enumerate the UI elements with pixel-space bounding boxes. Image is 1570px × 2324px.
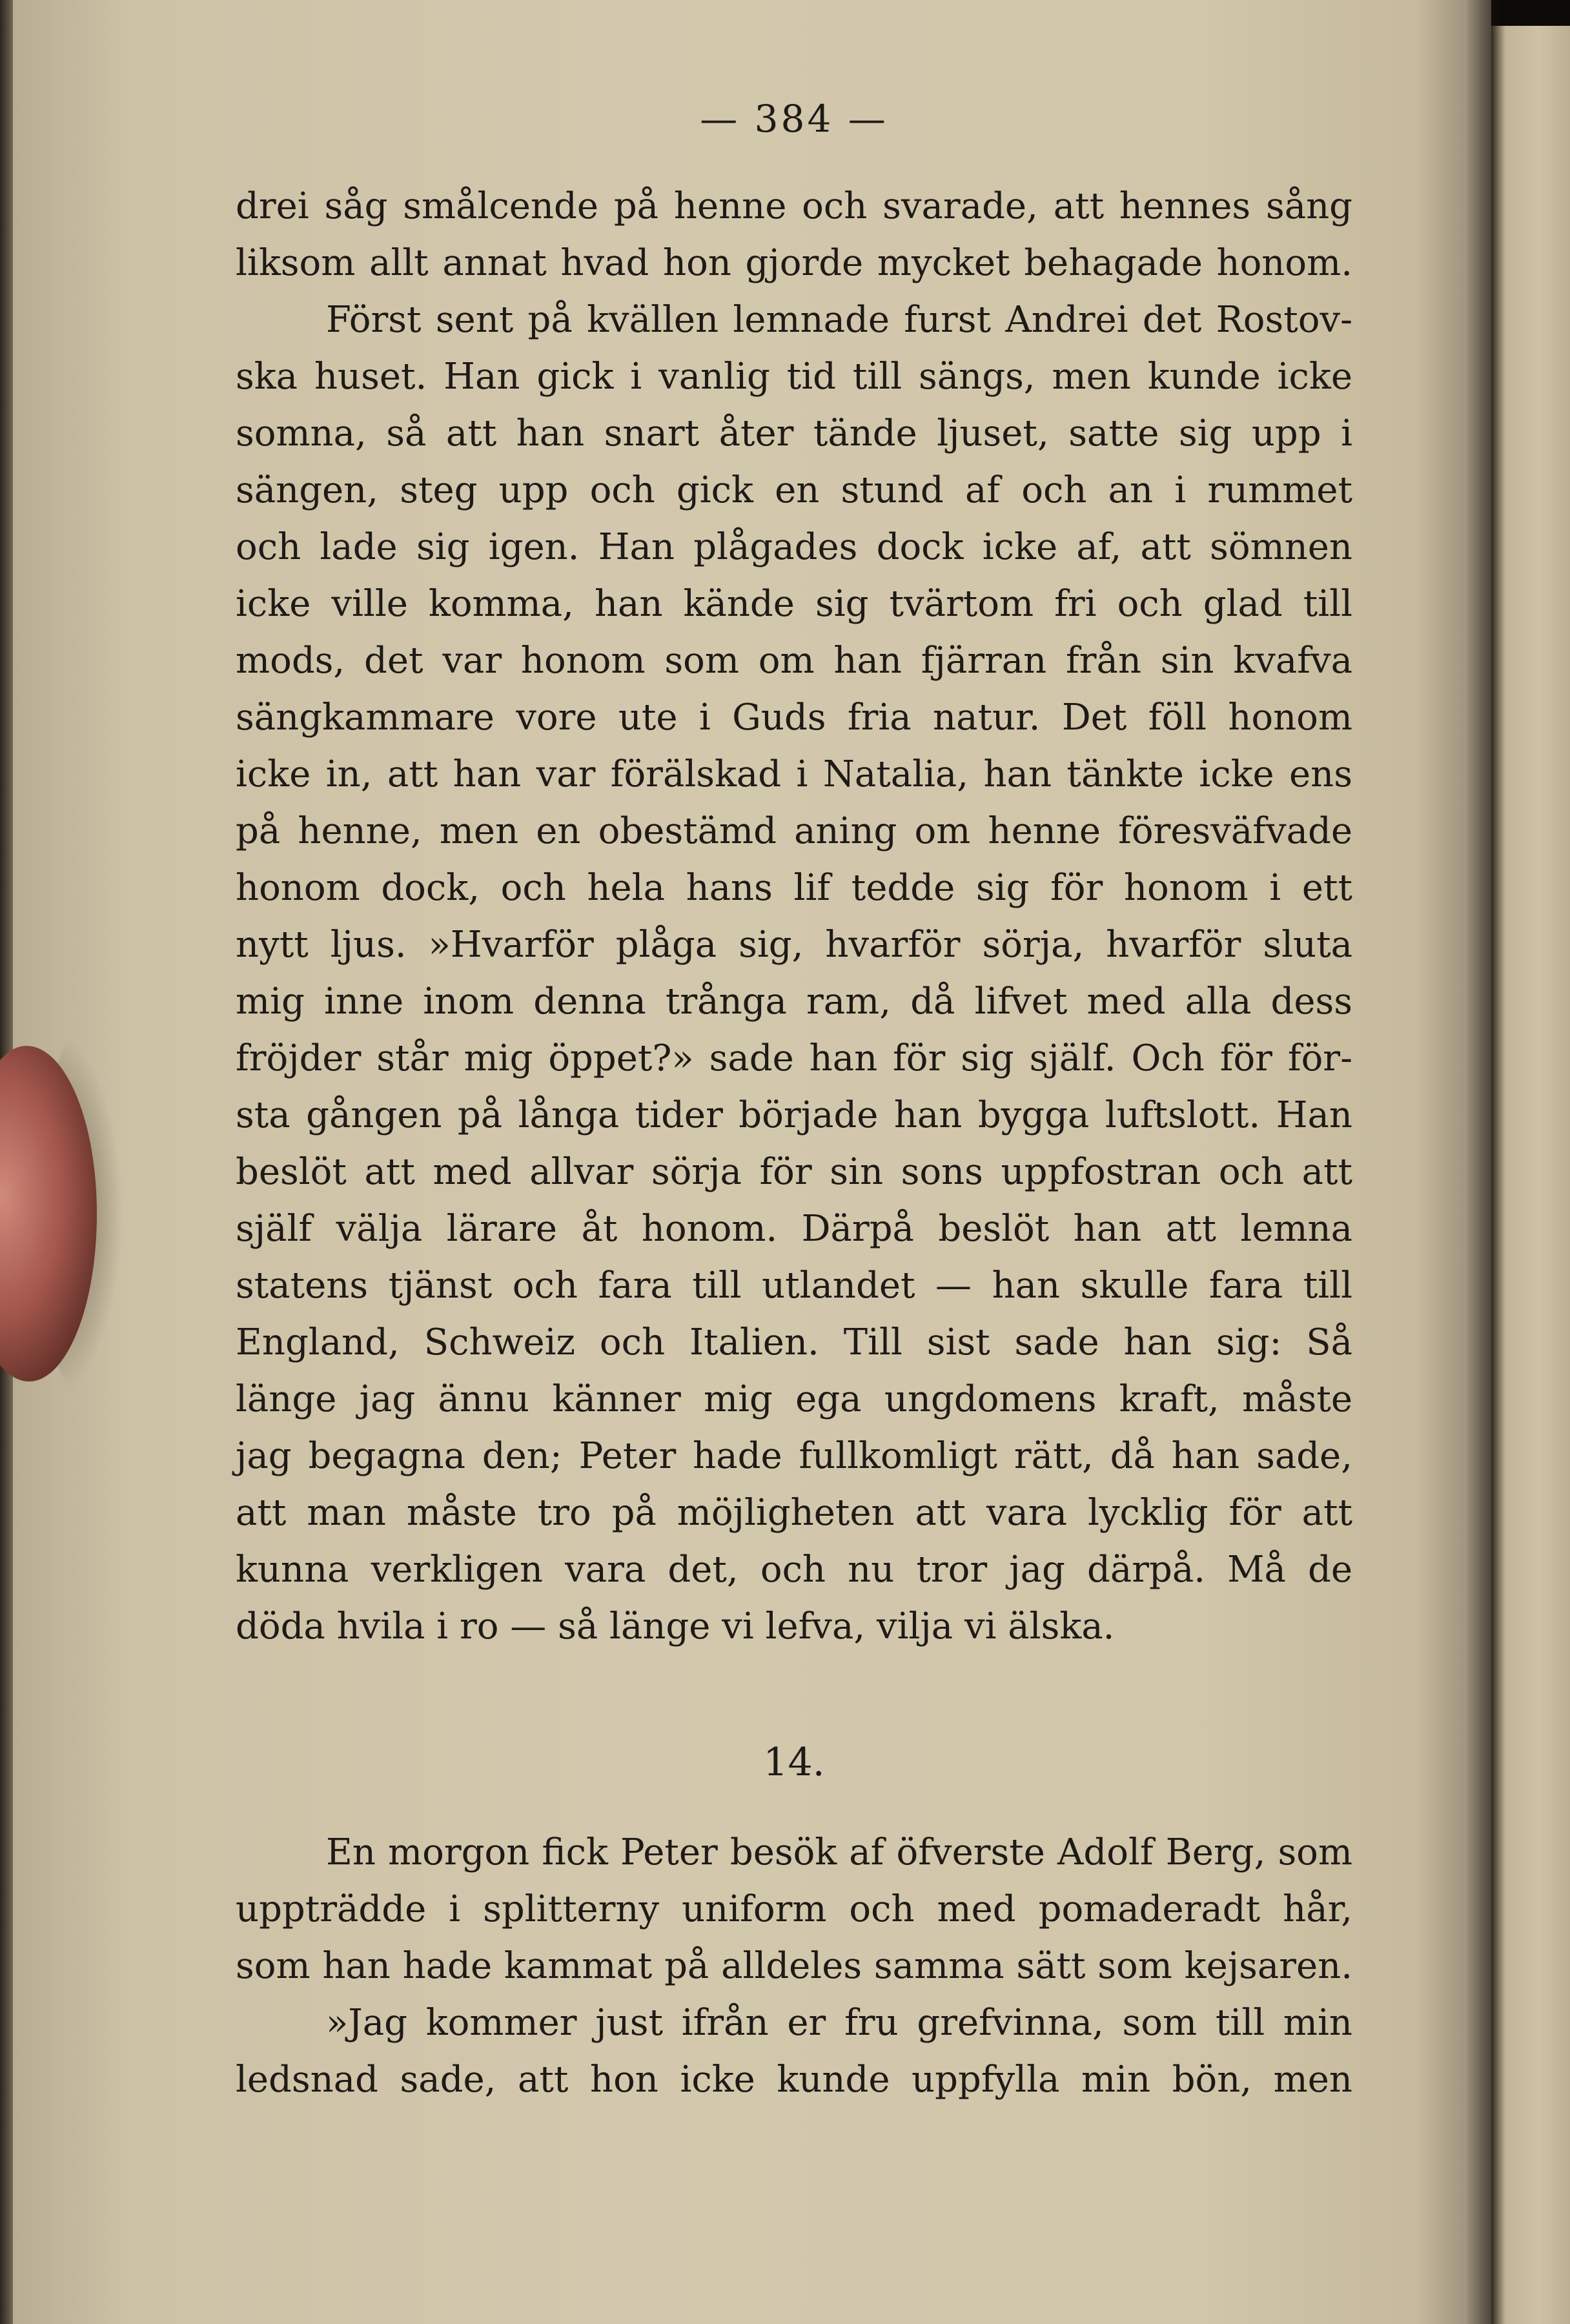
text-line: icke ville komma, han kände sig tvärtom fri och glad till — [236, 583, 1352, 625]
text-line: döda hvila i ro — så länge vi lefva, vilja vi älska. — [236, 1605, 1115, 1647]
text-line: jag begagna den; Peter hade fullkomligt rätt, då han sade, — [236, 1435, 1352, 1477]
text-line: England, Schweiz och Italien. Till sist sade han sig: Så — [236, 1321, 1352, 1363]
text-line: mods, det var honom som om han fjärran från sin kvafva — [236, 640, 1352, 682]
text-line: kunna verkligen vara det, och nu tror jag därpå. Må de — [236, 1549, 1352, 1591]
book-page — [13, 0, 1491, 2324]
text-line: statens tjänst och fara till utlandet — han skulle fara till — [236, 1265, 1352, 1307]
text-line: Först sent på kvällen lemnade furst Andrei det Rostov- — [326, 299, 1352, 341]
next-page-edge — [1491, 26, 1570, 2324]
text-line: nytt ljus. »Hvarför plåga sig, hvarför sörja, hvarför sluta — [236, 924, 1352, 966]
text-line: ledsnad sade, att hon icke kunde uppfylla min bön, men — [236, 2059, 1352, 2101]
text-line: beslöt att med allvar sörja för sin sons uppfostran och att — [236, 1151, 1352, 1193]
text-line: En morgon fick Peter besök af öfverste Adolf Berg, som — [326, 1831, 1352, 1873]
text-line: honom dock, och hela hans lif tedde sig för honom i ett — [236, 867, 1352, 909]
chapter-number: 14. — [763, 1740, 825, 1785]
text-line: drei såg smålcende på henne och svarade, att hennes sång — [236, 185, 1352, 227]
text-line: uppträdde i splitterny uniform och med pomaderadt hår, — [236, 1888, 1352, 1930]
text-line: ska huset. Han gick i vanlig tid till sängs, men kunde icke — [236, 356, 1352, 398]
text-line: mig inne inom denna trånga ram, då lifvet med alla dess — [236, 981, 1352, 1023]
page-number: — 384 — — [700, 97, 888, 141]
text-line: sta gången på långa tider började han bygga luftslott. Han — [236, 1094, 1352, 1136]
text-line: fröjder står mig öppet?» sade han för sig själf. Och för för- — [236, 1037, 1352, 1079]
text-line: länge jag ännu känner mig ega ungdomens kraft, måste — [236, 1378, 1352, 1420]
text-line: icke in, att han var förälskad i Natalia, han tänkte icke ens — [236, 753, 1352, 795]
text-line: sängkammare vore ute i Guds fria natur. Det föll honom — [236, 697, 1352, 739]
text-line: somna, så att han snart åter tände ljuset, satte sig upp i — [236, 413, 1352, 454]
text-line: att man måste tro på möjligheten att vara lycklig för att — [236, 1492, 1352, 1534]
text-line: som han hade kammat på alldeles samma sätt som kejsaren. — [236, 1945, 1352, 1987]
text-line: sängen, steg upp och gick en stund af och an i rummet — [236, 469, 1352, 511]
text-line: och lade sig igen. Han plågades dock icke af, att sömnen — [236, 526, 1352, 568]
text-line: själf välja lärare åt honom. Därpå beslöt han att lemna — [236, 1208, 1352, 1250]
text-line: liksom allt annat hvad hon gjorde mycket behagade honom. — [236, 242, 1352, 284]
text-line: på henne, men en obestämd aning om henne föresväfvade — [236, 810, 1352, 852]
text-line: »Jag kommer just ifrån er fru grefvinna, som till min — [326, 2002, 1352, 2044]
